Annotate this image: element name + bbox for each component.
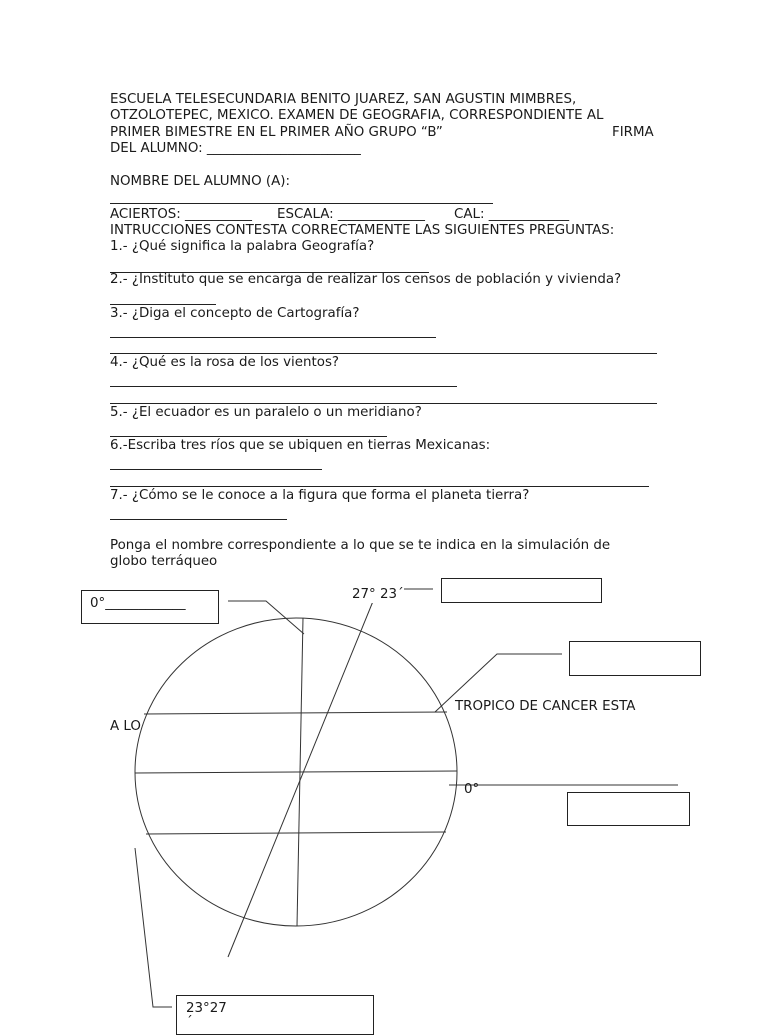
answer-box-tropic[interactable] <box>569 641 701 676</box>
globe-instruction-line-1: Ponga el nombre correspondiente a lo que se te indica en la simulación de <box>110 538 611 553</box>
answer-box-meridian[interactable] <box>81 590 219 624</box>
cal-field[interactable]: CAL: ____________ <box>454 207 570 222</box>
answer-box-capricorn[interactable] <box>176 995 374 1035</box>
answer-box-capricorn-label: 23°27 <box>186 1001 227 1016</box>
answer-box-equator[interactable] <box>567 792 690 826</box>
question-3: 3.- ¿Diga el concepto de Cartografía? <box>110 306 360 321</box>
answer-box-capricorn-label-2: ´ <box>186 1015 193 1030</box>
question-5: 5.- ¿El ecuador es un paralelo o un meridiano? <box>110 405 422 420</box>
student-signature-field[interactable]: DEL ALUMNO: _______________________ <box>110 141 361 156</box>
question-2: 2.- ¿Instituto que se encarga de realizar los censos de población y vivienda? <box>110 272 622 287</box>
zero-degree-label: 0° <box>464 782 480 797</box>
earth-axis-line <box>228 589 378 957</box>
firma-label: FIRMA <box>612 125 654 140</box>
escala-field[interactable]: ESCALA: _____________ <box>277 207 425 222</box>
tropic-of-cancer-line <box>144 712 447 714</box>
answer-box-meridian-label: 0°____________ <box>90 596 186 611</box>
instructions: INTRUCCIONES CONTESTA CORRECTAMENTE LAS SIGUIENTES PREGUNTAS: <box>110 223 615 238</box>
question-4: 4.- ¿Qué es la rosa de los vientos? <box>110 355 340 370</box>
tropic-of-capricorn-line <box>146 832 446 834</box>
tropic-label: TROPICO DE CANCER ESTA <box>455 699 636 714</box>
equator-line <box>135 771 457 773</box>
axis-degree-label: 27° 23´ <box>352 587 404 602</box>
question-7: 7.- ¿Cómo se le conoce a la figura que forma el planeta tierra? <box>110 488 530 503</box>
pointer-bottom <box>135 848 172 1007</box>
question-1: 1.- ¿Qué significa la palabra Geografía? <box>110 239 375 254</box>
aciertos-field[interactable]: ACIERTOS: __________ <box>110 207 252 222</box>
header-line-1: ESCUELA TELESECUNDARIA BENITO JUAREZ, SAN AGUSTIN MIMBRES, <box>110 92 577 107</box>
a-lo-label: A LO <box>110 719 141 734</box>
question-6: 6.-Escriba tres ríos que se ubiquen en tierras Mexicanas: <box>110 438 491 453</box>
pointer-top-left <box>228 601 304 634</box>
answer-box-axis[interactable] <box>441 578 602 603</box>
globe-instruction-line-2: globo terráqueo <box>110 554 218 569</box>
header-line-3: PRIMER BIMESTRE EN EL PRIMER AÑO GRUPO “B” <box>110 125 443 140</box>
student-name-label: NOMBRE DEL ALUMNO (A): <box>110 174 291 189</box>
header-line-2: OTZOLOTEPEC, MEXICO. EXAMEN DE GEOGRAFIA, CORRESPONDIENTE AL <box>110 108 604 123</box>
